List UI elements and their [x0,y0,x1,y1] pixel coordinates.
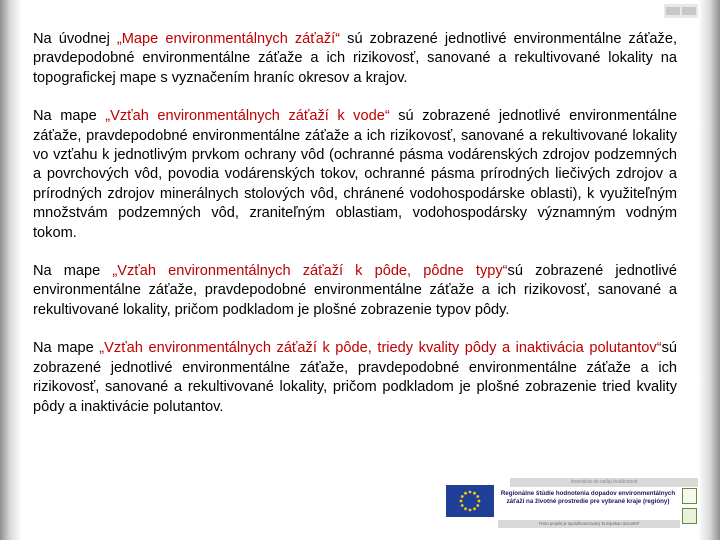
ministry-logo-icon [682,508,697,524]
main-text [33,30,677,436]
footer-cofinancing-bar: Tento projekt je spolufinancovaný Európskou úniou/KF [498,520,680,528]
paragraph-1: Na úvodnej „Mape environmentálnych záťaží“ sú zobrazené jednotlivé environmentálne záťaže, pravdepodobné environmentálne záťaže a ich rizikovosť, sanované a rekultivované lokality na topografickej mape s vyznačením hraníc okresov a krajov. [33,31,678,86]
project-footer [438,478,698,534]
map-title-1: „Mape environmentálnych záťaží“ [116,31,341,47]
logo-placeholder-2 [682,7,696,15]
paragraph-3: Na mape „Vzťah environmentálnych záťaží k pôde, pôdne typy“sú zobrazené jednotlivé environmentálne záťaže, pravdepodobné environmentálne záťaže a ich rizikovosť, sanované a rekultivované lokality, pričom podkladom je plošné zobrazenie typov pôdy. [33,263,677,318]
program-logo-icon [682,488,697,504]
eu-stars-icon [446,485,494,517]
map-title-2: „Vzťah environmentálnych záťaží k vode“ [105,108,390,125]
map-title-4: „Vzťah environmentálnych záťaží k pôde, triedy kvality pôdy a inaktivácia polutantov“ [99,340,662,357]
footer-tagline: Investícia do vašej budúcnosti [510,478,698,487]
paragraph-2: Na mape „Vzťah environmentálnych záťaží k vode“ sú zobrazené jednotlivé environmentálne záťaže, pravdepodobné environmentálne záťaže a ich rizikovosť, sanované a rekultivované lokality vo vzťahu k jednotlivým prvkom ochrany vôd (ochranné pásma vodárenských zdrojov podzemných a povrchových vôd, povodia vodárenských tokov, ochranné pásma prírodných liečivých zdrojov a prírodných zdrojov minerálnych stolových vôd, chránené vodohospodárske oblasti), k využiteľným množstvám podzemných vôd, zraniteľným oblastiam, vodohospodársky významným vodným tokom. [33,108,678,241]
paragraph-4: Na mape „Vzťah environmentálnych záťaží k pôde, triedy kvality pôdy a inaktivácia polutantov“sú zobrazené jednotlivé environmentálne záťaže, pravdepodobné environmentálne záťaže a ich rizikovosť, sanované a rekultivované lokality, pričom podkladom je plošné zobrazenie tried kvality pôdy a inaktivácie polutantov. [33,340,677,415]
map-title-3: „Vzťah environmentálnych záťaží k pôde, pôdne typy“ [112,263,508,280]
top-right-logos [664,4,698,18]
eu-flag-icon [446,485,494,517]
logo-placeholder-1 [666,7,680,15]
footer-project-title: Regionálne štúdie hodnotenia dopadov environmentálnych záťaží na životné prostredie pre vybrané kraje (regióny) [500,490,676,505]
